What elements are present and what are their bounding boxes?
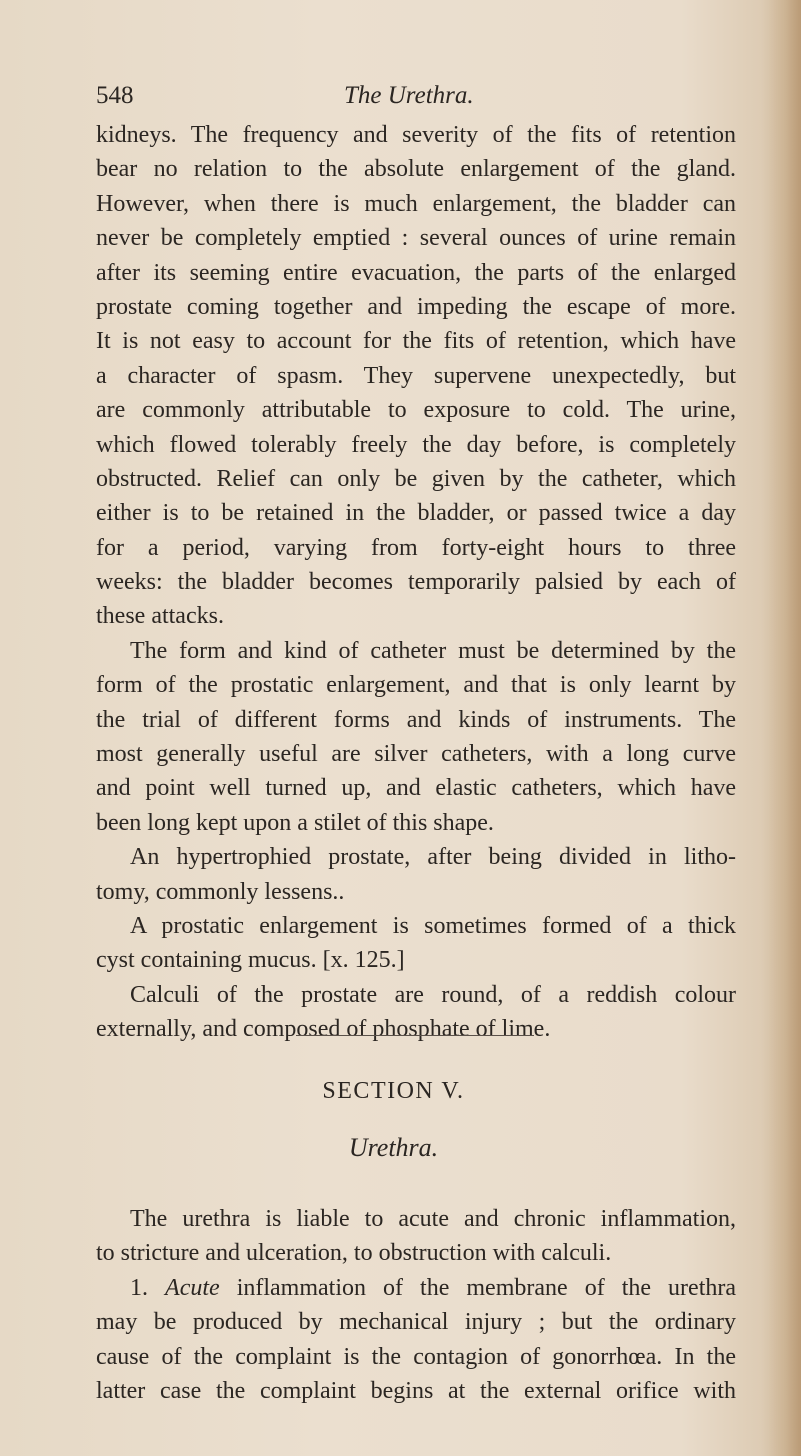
text-line: which flowed tolerably freely the day before, is completely <box>96 431 736 458</box>
text-line: externally, and composed of phosphate of lime. <box>96 1016 551 1043</box>
section-heading: SECTION V. <box>322 1078 465 1104</box>
page-header <box>96 82 736 114</box>
body-text <box>96 118 736 1047</box>
text-line: It is not easy to account for the fits of retention, which have <box>96 328 736 355</box>
item-number: 1. <box>130 1274 148 1301</box>
numbered-item-line <box>96 1271 736 1305</box>
text-line: obstructed. Relief can only be given by the catheter, which <box>96 465 736 492</box>
text-line: most generally useful are silver catheters, with a long curve <box>96 741 736 768</box>
text-line: and point well turned up, and elastic catheters, which have <box>96 775 736 802</box>
text-line: may be produced by mechanical injury ; but the ordinary <box>96 1309 736 1336</box>
text-line: to stricture and ulceration, to obstruction with calculi. <box>96 1240 612 1267</box>
text-line: for a period, varying from forty-eight hours to three <box>96 534 736 561</box>
text-line: prostate coming together and impeding the escape of more. <box>96 293 736 320</box>
text-line: after its seeming entire evacuation, the parts of the enlarged <box>96 259 736 286</box>
text-line: Calculi of the prostate are round, of a reddish colour <box>130 981 736 1008</box>
text-line: the trial of different forms and kinds of instruments. The <box>96 706 736 733</box>
text-line: The urethra is liable to acute and chronic inflammation, <box>130 1206 736 1232</box>
text-line: latter case the complaint begins at the external orifice with <box>96 1377 736 1404</box>
text-line: these attacks. <box>96 603 224 630</box>
text-line: kidneys. The frequency and severity of the fits of retention <box>96 122 736 148</box>
text-line: The form and kind of catheter must be determined by the <box>130 637 736 664</box>
section-body-text <box>96 1202 736 1408</box>
item-italic-term: Acute <box>165 1274 220 1301</box>
page-number: 548 <box>96 82 134 109</box>
section-divider <box>296 1035 534 1036</box>
text-line: An hypertrophied prostate, after being divided in litho- <box>130 844 736 871</box>
text-line: been long kept upon a stilet of this shape. <box>96 809 494 836</box>
text-line: weeks: the bladder becomes temporarily palsied by each of <box>96 569 736 596</box>
text-line: tomy, commonly lessens.. <box>96 878 345 905</box>
item-text: inflammation of the membrane of the urethra <box>236 1274 737 1301</box>
text-line: However, when there is much enlargement, the bladder can <box>96 190 736 217</box>
page-edge-shadow <box>761 0 801 1456</box>
text-line: a character of spasm. They supervene unexpectedly, but <box>96 362 736 389</box>
text-line: cause of the complaint is the contagion of gonorrhœa. In the <box>96 1343 736 1370</box>
text-line: never be completely emptied : several ounces of urine remain <box>96 225 736 252</box>
text-line: either is to be retained in the bladder, or passed twice a day <box>96 500 736 527</box>
section-subtitle: Urethra. <box>348 1133 439 1162</box>
text-line: are commonly attributable to exposure to cold. The urine, <box>96 397 736 424</box>
text-line: bear no relation to the absolute enlargement of the gland. <box>96 156 736 183</box>
running-title: The Urethra. <box>344 82 474 109</box>
text-line: A prostatic enlargement is sometimes formed of a thick <box>130 912 736 939</box>
text-line: form of the prostatic enlargement, and that is only learnt by <box>96 672 736 699</box>
text-line: cyst containing mucus. [x. 125.] <box>96 947 405 974</box>
